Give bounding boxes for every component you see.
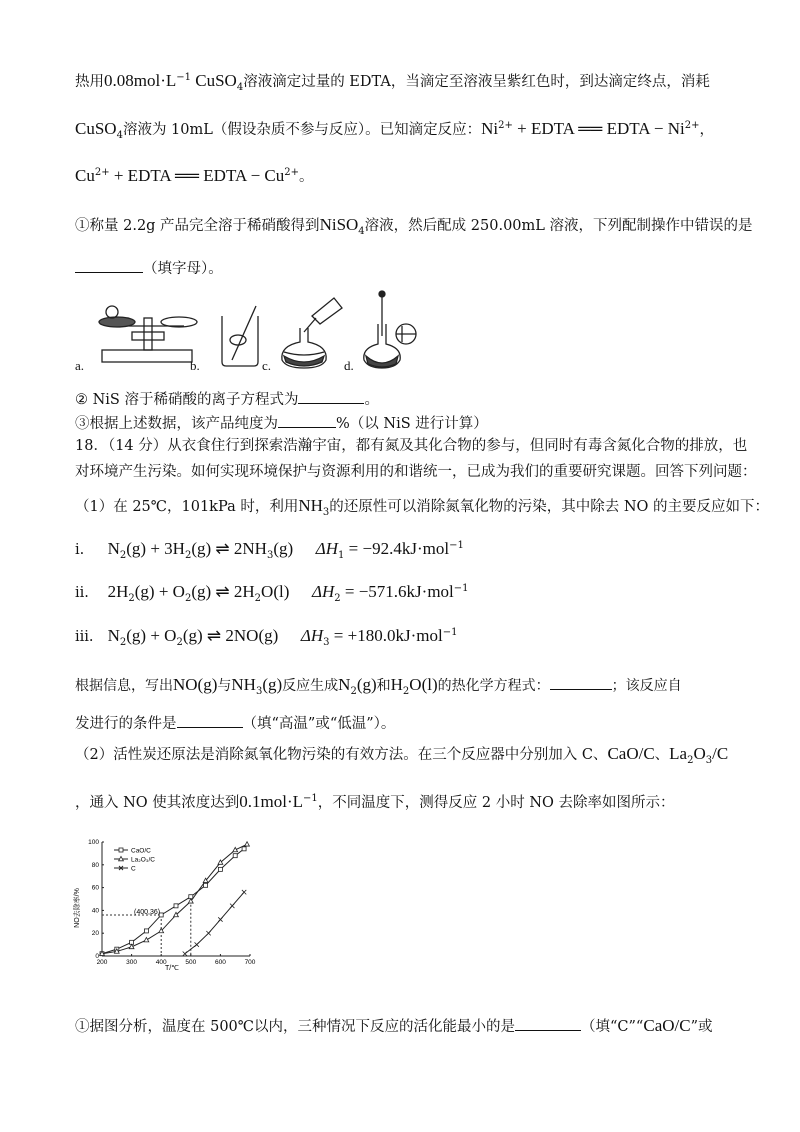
y-tick-label: 60: [91, 884, 99, 892]
question-18-2-condition: ，通入 NO 使其浓度达到$0.1mol\cdot L^{-1}$，不同温度下，测得反应 2 小时 NO 去除率如图所示：: [75, 792, 675, 811]
legend-label: La₂O₃/C: [131, 856, 155, 864]
x-axis-label: T/℃: [164, 965, 180, 972]
question-3: ③根据上述数据，该产品纯度为 %（以 NiS 进行计算）: [75, 413, 488, 432]
option-a-label: a.: [75, 358, 85, 373]
data-point-square: [242, 847, 246, 851]
answer-blank[interactable]: [75, 258, 143, 273]
y-tick-label: 100: [88, 839, 99, 846]
volumetric-flask-pour-icon: [282, 298, 342, 368]
option-b-label: b.: [190, 358, 200, 373]
answer-blank[interactable]: [278, 413, 336, 428]
question-18-1-prompt: 根据信息，写出NO(g)与$NH_3(g)$反应生成$N_2(g)$和$H_2O(l)$的热化学方程式： ；该反应自: [75, 675, 682, 697]
x-tick-label: 400: [155, 959, 167, 966]
y-axis-label: NO去除率/%: [74, 888, 81, 928]
answer-blank[interactable]: [298, 389, 364, 404]
series-line-2: [185, 892, 244, 954]
y-tick-label: 40: [91, 907, 99, 915]
data-point-square: [144, 929, 148, 933]
equation-iii: ⅲ. $N_2(g) + O_2(g)$ ⇌ 2NO(g) $\Delta H_3 = +180.0kJ\cdot mol^{-1}$: [75, 626, 458, 648]
answer-blank[interactable]: [515, 1016, 581, 1031]
y-tick-label: 80: [91, 861, 99, 869]
flask-dropper-icon: [364, 291, 416, 368]
x-tick-label: 300: [126, 959, 138, 966]
option-c-label: c.: [262, 358, 272, 373]
question-18-1: （1）在 25℃，101kPa 时，利用$NH_3$的还原性可以消除氮氧化物的污染，其中除去 NO 的主要反应如下：: [75, 496, 770, 518]
question-18-intro-2: 对环境产生污染。如何实现环境保护与资源利用的和谐统一，已成为我们的重要研究课题。回答下列问题：: [75, 464, 757, 480]
beaker-stir-icon: [222, 306, 258, 366]
question-1: ①称量 2.2g 产品完全溶于稀硝酸得到NiSO$_4$溶液，然后配成 250.00mL 溶液，下列配制操作中错误的是: [75, 215, 753, 237]
y-tick-label: 0: [95, 953, 99, 960]
data-point-triangle: [245, 842, 250, 846]
balance-icon: [99, 306, 197, 362]
question-18-2-1: ①据图分析，温度在 500℃以内，三种情况下反应的活化能最小的是 （填“C”“CaO/C”或: [75, 1016, 713, 1035]
x-tick-label: 600: [214, 959, 226, 966]
chart-legend: [114, 848, 155, 873]
equation-i: ⅰ. $N_2(g) + 3H_2(g)$ ⇌ $2NH_3(g) \Delta H_1 = -92.4kJ\cdot mol^{-1}$: [75, 539, 464, 561]
legend-marker: [119, 848, 123, 852]
option-d-label: d.: [344, 358, 354, 373]
legend-label: C: [131, 865, 136, 873]
x-tick-label: 700: [244, 959, 256, 966]
apparatus-figures: [72, 288, 432, 374]
no-removal-chart: [72, 828, 262, 976]
equation-cu-edta: $Cu^{2+}$ + EDTA ══ EDTA − $Cu^{2+}$。: [75, 166, 314, 185]
chart-ticks: [88, 839, 256, 966]
line-titration-2: CuSO$_4$溶液为 10mL（假设杂质不参与反应）。已知滴定反应：$Ni^{2+}$ + EDTA ══ EDTA − $Ni^{2+}$，: [75, 119, 714, 141]
legend-label: CaO/C: [131, 847, 151, 855]
point-annotation: (400,36): [134, 909, 161, 916]
question-18-1-condition: 发进行的条件是 （填“高温”或“低温”）。: [75, 713, 395, 732]
y-tick-label: 20: [91, 930, 99, 938]
question-18-intro: 18．（14 分）从衣食住行到探索浩瀚宇宙，都有氮及其化合物的参与，但同时有毒含氮化合物的排放，也: [75, 438, 748, 454]
x-tick-label: 500: [185, 959, 197, 966]
data-point-square: [218, 867, 222, 871]
data-point-square: [204, 883, 208, 887]
data-point-square: [174, 904, 178, 908]
line-titration: 热用$0.08mol\cdot L^{-1}$ CuSO$_4$溶液滴定过量的 EDTA，当滴定至溶液呈紫红色时，到达滴定终点，消耗: [75, 71, 710, 93]
data-point-triangle: [144, 937, 149, 941]
question-1-answer: （填字母）。: [75, 258, 223, 277]
question-2: ② NiS 溶于稀硝酸的离子方程式为 。: [75, 389, 379, 408]
x-tick-label: 200: [96, 959, 108, 966]
data-point-square: [233, 854, 237, 858]
answer-blank[interactable]: [550, 675, 612, 690]
answer-blank[interactable]: [177, 713, 243, 728]
question-18-2: （2）活性炭还原法是消除氮氧化物污染的有效方法。在三个反应器中分别加入 C、CaO/C、$La_2O_3/C$: [75, 744, 729, 766]
equation-ii: ⅱ. $2H_2(g) + O_2(g)$ ⇌ $2H_2O(l) \Delta H_2 = -571.6kJ\cdot mol^{-1}$: [75, 582, 469, 604]
